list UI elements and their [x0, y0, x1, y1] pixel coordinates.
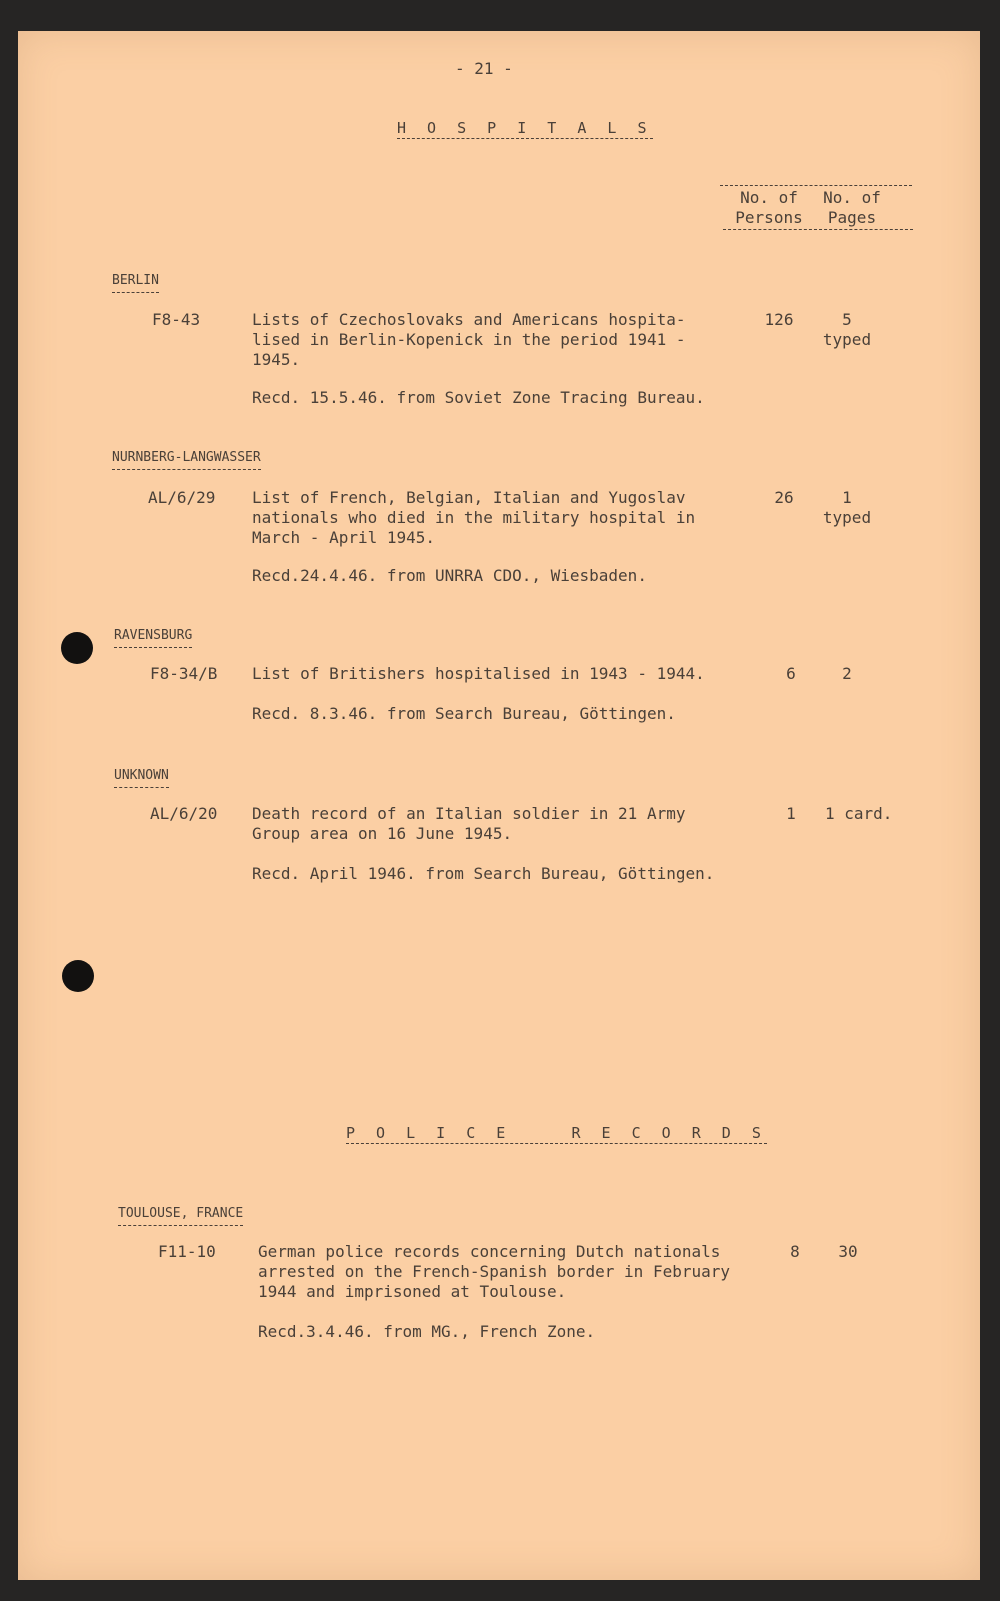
received-note: Recd. 8.3.46. from Search Bureau, Göttingen.	[252, 704, 676, 723]
entry-description-line: arrested on the French-Spanish border in February	[258, 1262, 731, 1281]
persons-count: 126	[764, 310, 794, 329]
entry-description-line: lised in Berlin-Kopenick in the period 1941 -	[252, 330, 686, 349]
reference-number: F8-43	[152, 310, 201, 329]
reference-number: F8-34/B	[150, 664, 218, 683]
entry-description-line: List of Britishers hospitalised in 1943 - 1944.	[252, 664, 705, 683]
entry-description-line: 1944 and imprisoned at Toulouse.	[258, 1282, 567, 1301]
pages-count: 1 card.	[825, 804, 893, 823]
column-header-rule-top	[720, 185, 912, 186]
punch-hole-top	[61, 632, 93, 664]
col-persons-line2: Persons	[735, 208, 803, 227]
place-heading: NURNBERG-LANGWASSER	[112, 448, 261, 470]
place-heading: UNKNOWN	[114, 766, 169, 788]
place-heading: RAVENSBURG	[114, 626, 192, 648]
place-heading: BERLIN	[112, 271, 159, 293]
entry-description-line: Group area on 16 June 1945.	[252, 824, 513, 843]
entry-description-line: 1945.	[252, 350, 301, 369]
received-note: Recd. 15.5.46. from Soviet Zone Tracing Bureau.	[252, 388, 705, 407]
pages-note: typed	[822, 508, 872, 527]
entry-description-line: Lists of Czechoslovaks and Americans hospita-	[252, 310, 686, 329]
persons-count: 1	[786, 804, 796, 823]
received-note: Recd.24.4.46. from UNRRA CDO., Wiesbaden.	[252, 566, 647, 585]
pages-count: 1	[842, 488, 852, 507]
place-heading: TOULOUSE, FRANCE	[118, 1204, 243, 1226]
pages-count: 30	[838, 1242, 858, 1261]
section-title-hospitals: H O S P I T A L S	[397, 119, 653, 137]
received-note: Recd. April 1946. from Search Bureau, Göttingen.	[252, 864, 715, 883]
punch-hole-bottom	[62, 960, 94, 992]
reference-number: F11-10	[158, 1242, 216, 1261]
entry-description-line: March - April 1945.	[252, 528, 436, 547]
persons-count: 8	[790, 1242, 800, 1261]
section-title-police-records: P O L I C E R E C O R D S	[346, 1124, 767, 1142]
persons-count: 6	[786, 664, 796, 683]
entry-description-line: Death record of an Italian soldier in 21 Army	[252, 804, 686, 823]
col-pages-line1: No. of	[823, 188, 881, 207]
entry-description-line: List of French, Belgian, Italian and Yugoslav	[252, 488, 686, 507]
reference-number: AL/6/20	[150, 804, 218, 823]
persons-count: 26	[774, 488, 794, 507]
pages-count: 2	[842, 664, 852, 683]
column-header-rule-bottom	[723, 229, 913, 230]
pages-count: 5	[842, 310, 852, 329]
entry-description-line: nationals who died in the military hospital in	[252, 508, 696, 527]
entry-description-line: German police records concerning Dutch nationals	[258, 1242, 721, 1261]
col-persons-line1: No. of	[740, 188, 798, 207]
page-number: - 21 -	[455, 59, 513, 78]
reference-number: AL/6/29	[148, 488, 216, 507]
pages-note: typed	[822, 330, 872, 349]
col-pages-line2: Pages	[827, 208, 877, 227]
received-note: Recd.3.4.46. from MG., French Zone.	[258, 1322, 596, 1341]
